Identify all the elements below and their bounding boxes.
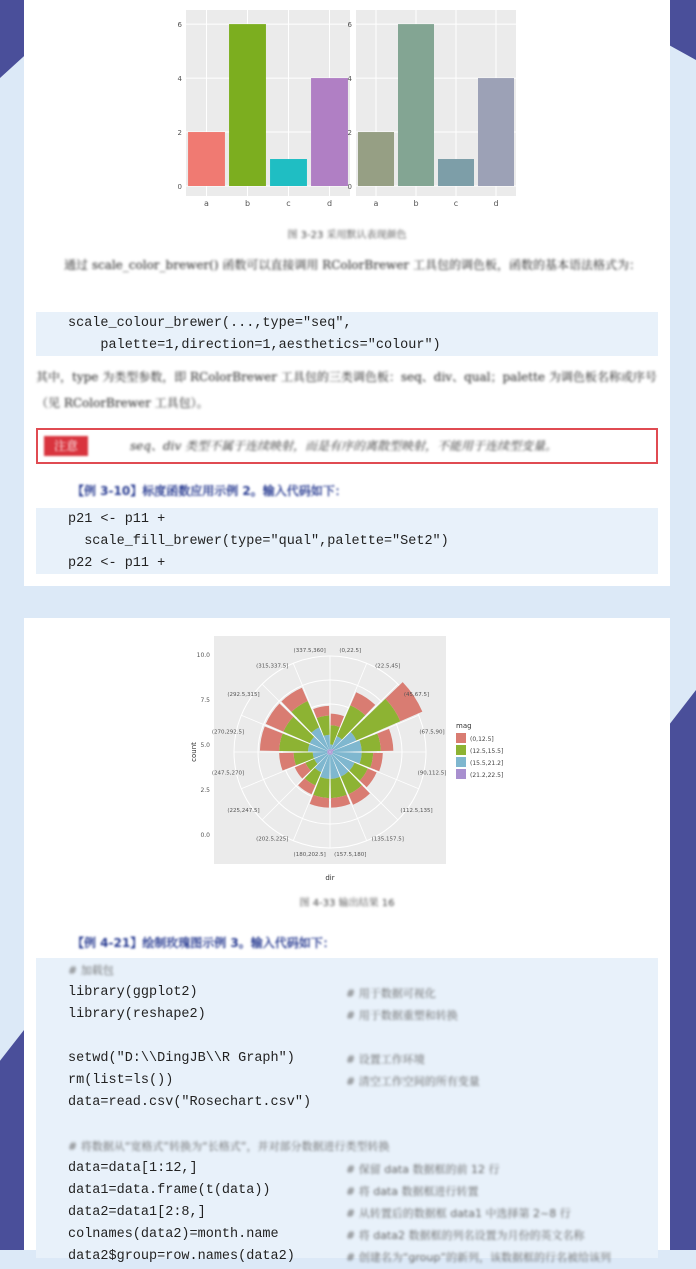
y-tick-label: 0 [347,183,352,191]
code-comment: # 将 data 数据框进行转置 [346,1185,479,1198]
direction-tick-label: (292.5,315] [227,692,260,699]
rose-chart [24,632,670,902]
code-line: data2$group=row.names(data2) [68,1249,295,1264]
bar-d [478,78,514,186]
direction-tick-label: (0,22.5] [339,647,362,654]
legend-title: mag [456,722,472,730]
direction-tick-label: (157.5,180] [334,852,367,859]
code-line: # 加载包 [68,964,114,977]
x-tick-label: d [493,199,499,208]
x-tick-label: a [373,199,379,208]
legend-swatch [456,733,466,743]
bar-b [398,24,434,186]
corner-decoration-top-left [0,0,24,78]
x-tick-label: b [244,199,251,208]
direction-tick-label: (67.5,90] [419,729,445,736]
direction-tick-label: (90,112.5] [417,770,447,777]
note-text: seq、div 类型不属于连续映射，而是有序的离散型映射，不能用于连续型变量。 [130,439,558,453]
y-tick-label: 7.5 [200,697,210,704]
code-line: scale_fill_brewer(type="qual",palette="Set2") [68,534,449,549]
code-line: setwd("D:\\DingJB\\R Graph") [68,1051,295,1066]
y-tick-label: 4 [347,75,352,84]
code-line: p22 <- p11 + [68,556,166,571]
legend-swatch [456,769,466,779]
bar-c [270,159,307,186]
direction-tick-label: (225,247.5] [227,807,260,814]
legend-swatch [456,745,466,755]
y-tick-label: 2 [177,129,182,138]
code-comment: # 从转置后的数据框 data1 中选择第 2~8 行 [346,1207,571,1220]
code-comment: # 保留 data 数据框的前 12 行 [346,1163,500,1176]
side-decoration-right [670,690,696,1250]
direction-tick-label: (247.5,270] [211,770,245,777]
y-tick-label: 2.5 [200,787,210,794]
direction-tick-label: (337.5,360] [293,647,326,654]
code-line: library(ggplot2) [68,985,198,1000]
figure-caption: 图 3-23 采用默认表现颜色 [287,230,407,241]
x-tick-label: d [326,199,333,208]
bar-b [229,24,266,186]
code-line: data1=data.frame(t(data)) [68,1183,271,1198]
code-block-example [36,508,658,574]
direction-tick-label: (135,157.5] [371,836,404,843]
code-comment: # 创建名为“group”的新列，该数据框的行名被给该列 [346,1251,612,1264]
paragraph-intro: 通过 scale_color_brewer() 函数可以直接调用 RColorBrewer 工具包的调色板，函数的基本语法格式为： [64,258,641,272]
code-comment: # 清空工作空间的所有变量 [346,1075,480,1088]
bar-chart-pair [24,0,670,215]
x-tick-label: c [453,199,459,208]
code-line: data=read.csv("Rosechart.csv") [68,1095,312,1110]
paragraph-explanation: 其中，type 为类型参数，即 RColorBrewer 工具包的三类调色板：seq、div、qual；palette 为调色板名称或序号（见 RColorBrewer 工具包）。 [36,370,657,410]
bar-panel-1 [178,10,350,208]
direction-tick-label: (202.5,225] [256,836,289,843]
corner-decoration-top-right [670,0,696,60]
y-tick-label: 10.0 [196,652,210,659]
code-block-rose [36,958,658,1264]
code-line: colnames(data2)=month.name [68,1227,279,1242]
code-line: data=data[1:12,] [68,1161,198,1176]
bar-d [311,78,348,186]
side-decoration-left [0,1030,24,1250]
code-comment: # 将 data2 数据框的列名设置为月份的英文名称 [346,1229,585,1242]
direction-tick-label: (180,202.5] [293,852,326,859]
y-tick-label: 6 [177,21,182,30]
y-tick-label: 6 [347,21,352,30]
direction-tick-label: (22.5,45] [375,663,401,670]
code-line: # 将数据从“宽格式”转换为“长格式”，并对部分数据进行类型转换 [68,1140,390,1153]
code-comment: # 用于数据可视化 [346,987,436,1000]
legend-label: (15.5,21.2] [470,760,504,767]
legend-label: (0,12.5] [470,736,494,743]
note-label-badge: 注意 [44,436,88,456]
code-line: palette=1,direction=1,aesthetics="colour") [68,338,441,353]
x-tick-label: a [204,199,209,208]
example-title: 【例 4-21】绘制玫瑰图示例 3。输入代码如下： [72,936,335,950]
code-comment: # 用于数据重塑和转换 [346,1009,458,1022]
x-tick-label: c [286,199,291,208]
figure-caption: 图 4-33 输出结果 16 [299,898,395,909]
direction-tick-label: (112.5,135] [400,807,433,814]
direction-tick-label: (270,292.5] [211,729,245,736]
x-axis-title: dir [325,874,335,882]
legend-label: (12.5,15.5] [470,748,504,755]
legend-label: (21.2,22.5] [470,772,504,779]
y-tick-label: 0 [177,183,182,191]
bar-a [188,132,225,186]
y-tick-label: 4 [177,75,182,84]
x-tick-label: b [413,199,419,208]
code-comment: # 设置工作环境 [346,1053,425,1066]
legend-swatch [456,757,466,767]
y-tick-label: 5.0 [200,742,210,749]
code-line: p21 <- p11 + [68,512,166,527]
code-line: scale_colour_brewer(...,type="seq", [68,316,352,331]
y-tick-label: 0.0 [200,832,210,839]
bar-a [358,132,394,186]
direction-tick-label: (45,67.5] [403,692,430,699]
book-page-2 [24,618,670,1264]
bar-panel-2 [348,10,516,208]
book-page-1 [24,0,670,586]
code-line: rm(list=ls()) [68,1073,174,1088]
code-block-syntax [36,312,658,356]
code-line: library(reshape2) [68,1007,206,1022]
y-tick-label: 2 [347,129,352,138]
direction-tick-label: (315,337.5] [256,663,289,670]
note-box [36,428,658,464]
bar-c [438,159,474,186]
example-title: 【例 3-10】标度函数应用示例 2。输入代码如下： [72,484,347,498]
y-axis-title: count [190,742,198,762]
code-line: data2=data1[2:8,] [68,1205,206,1220]
